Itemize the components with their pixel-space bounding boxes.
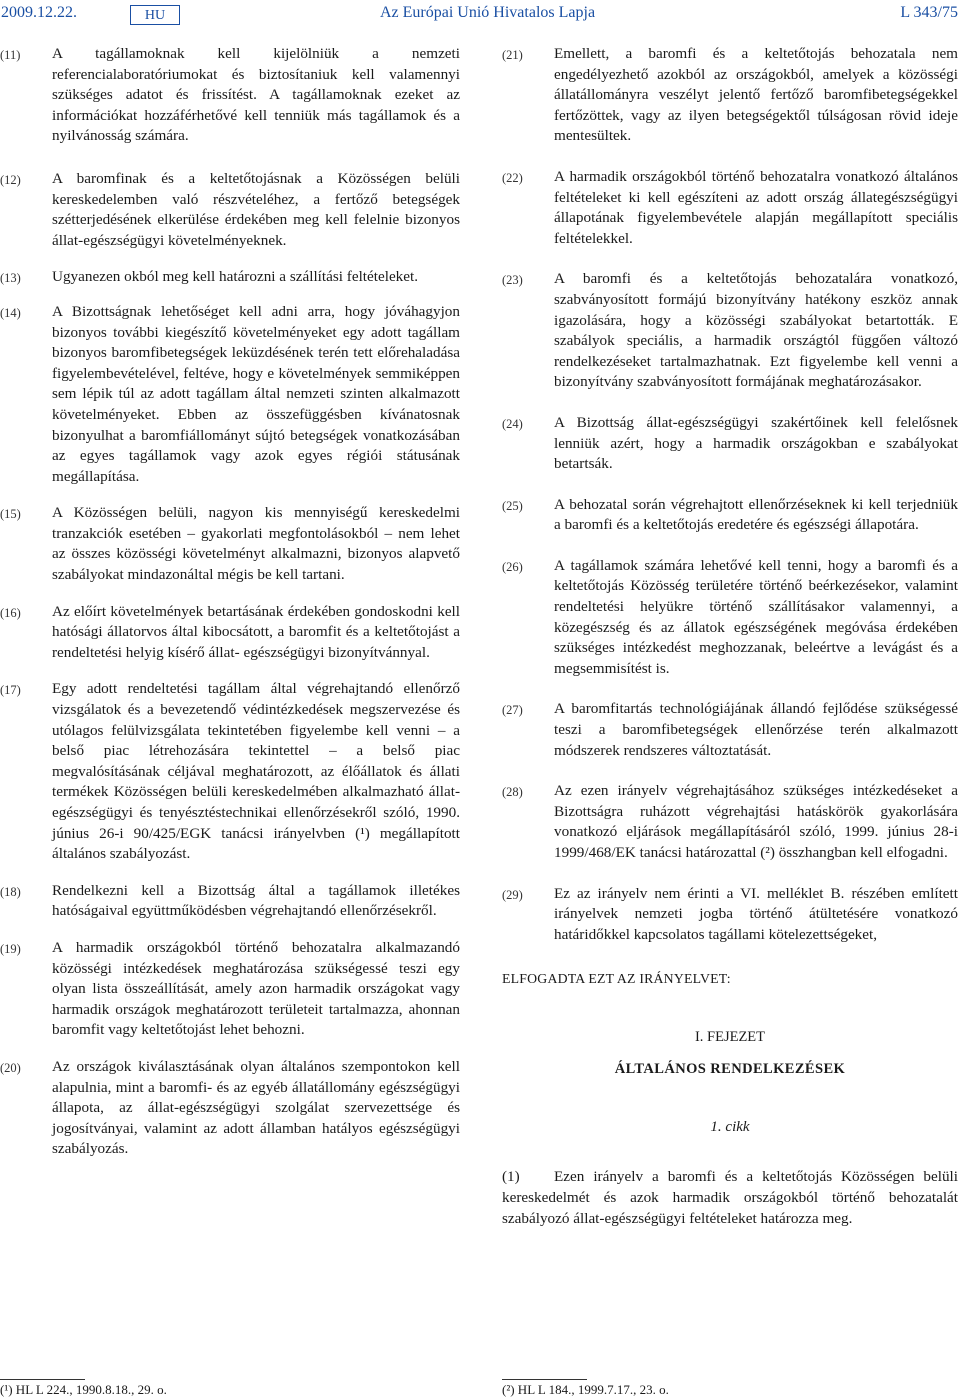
recital-number: (12) [0,172,21,187]
recital-text: A Bizottságnak lehetőséget kell adni arra, hogy jóváhagyjon bizonyos további kiegészítő követelményeket egy adott tagállam bizonyos baromfibetegségek leküzdésének terén tett előrehaladása figyelembevételével, feltéve, hogy e követelmények semmiképpen sem lépik túl az adott tagállam által nemzeti szinten alkalmazott követelményeket. Ebben az összefüggésben kívánatosnak bizonyulhat a baromfiállományt sújtó betegségek vonatkozásában az egyes tagállamok vagy azok egyes régiói státusának megállapítása. [52,302,460,485]
recital-number: (27) [502,703,523,718]
recital-number: (20) [0,1060,21,1075]
recital-number: (23) [502,273,523,288]
recital [502,413,958,475]
recital-number: (17) [0,683,21,698]
recital [0,169,460,251]
left-column [0,44,460,1160]
recital-number: (19) [0,941,21,956]
recital-text: Egy adott rendeltetési tagállam által végrehajtandó ellenőrző vizsgálatok és a bevezetendő védintézkedések megszervezése és utólagos felülvizsgálata tekintetében figyelembe kell venni – a belső piac létrehozására tekintettel – a belső piac megvalósításának céljával meghatározott, az élőállatok és állati termékek Közösségen belüli kereskedelmében alkalmazható állat-egészségügyi és tenyésztéstechnikai ellenőrzésekről szóló, 1990. június 26-i 90/425/EGK tanácsi irányelvben (¹) megállapított általános szabályozást. [52,680,460,863]
recital [0,1057,460,1160]
recital-text: A baromfi és a keltetőtojás behozatalára vonatkozó, szabványosított formájú bizonyítvány hatékony eszköz annak igazolására, hogy a közösségi szabályokat betartották. E szabályok speciális, a harmadik országtól függően változó rendelkezéseket tartalmazhatnak. Ezt figyelembe kell venni a bizonyítvány szabványosított formájának meghatározásakor. [554,270,958,391]
recital [502,44,958,147]
right-column [502,44,958,1229]
recital-text: A harmadik országokból történő behozatalra vonatkozó általános feltételeket ki kell egészíteni az adott ország állategészségügyi állapotának figyelembevétele alapján megállapított speciális feltételekkel. [554,167,958,247]
recital-text: Ez az irányelv nem érinti a VI. melléklet B. részében említett irányelvek nemzeti jogba történő átültetésére vonatkozó határidőkkel kapcsolatos tagállami kötelezettségeket, [554,884,958,943]
paragraph-number: (1) [502,1168,520,1186]
recital-text: A baromfitartás technológiájának állandó fejlődése szükségessé teszi a baromfibetegségek ellenőrzése terén alkalmazott módszerek rendszeres változtatását. [554,700,958,759]
recital [0,44,460,147]
recital [502,269,958,393]
recital [0,302,460,487]
paragraph-text: Ezen irányelv a baromfi és a keltetőtojás Közösségen belüli kereskedelmét és azok harmadik országokból történő behozatalát szabályozó állat-egészségügyi feltételeket határozza meg. [502,1168,958,1227]
article-paragraph [502,1167,958,1229]
recital-number: (14) [0,305,21,320]
header-date: 2009.12.22. [1,4,77,21]
recital [502,167,958,249]
recital [502,884,958,946]
recital-number: (13) [0,271,21,286]
recital-number: (15) [0,507,21,522]
recital [0,267,460,288]
recital-number: (22) [502,170,523,185]
recital-number: (28) [502,785,523,800]
enacting-formula: ELFOGADTA EZT AZ IRÁNYELVET: [502,971,731,987]
recital-text: A Bizottság állat-egészségügyi szakértőinek kell felelősnek lenniük azért, hogy a harmadik országokban e szabályokat betartsák. [554,413,958,473]
footnote-separator [502,1379,587,1380]
recital-number: (25) [502,498,523,513]
recital-text: A harmadik országokból történő behozatalra alkalmazandó közösségi intézkedések meghatározása szükségessé teszi egy olyan lista összeállítását, amely azon harmadik országokat vagy harmadik országok meghatározott területeit tartalmazza, ahonnan baromfit vagy keltetőtojást lehet behozni. [52,938,460,1039]
recital [502,495,958,536]
recital [0,679,460,864]
recital-number: (11) [0,48,21,62]
recital-text: A tagállamoknak kell kijelölniük a nemzeti referencialaboratóriumokat és biztosítaniuk kell valamennyi szükséges adatot és frissítést. A tagállamoknak ezeket az információkat hozzáférhetővé kell tenniük más tagállamok és a nyilvánosság számára. [52,45,460,145]
page-header [0,4,960,28]
recital-number: (29) [502,887,523,902]
footnote: (¹) HL L 224., 1990.8.18., 29. o. [0,1382,167,1397]
recital-text: A baromfinak és a keltetőtojásnak a Közösségen belüli kereskedelemben való részvételéhez, a fertőző betegségek szétterjedésének elkerülése érdekében meg kell felelnie bizonyos állat-egészségügyi követelményeknek. [52,169,460,249]
recital-text: Rendelkezni kell a Bizottság által a tagállamok illetékes hatóságaival együttműködésben végrehajtandó ellenőrzésekről. [52,881,460,920]
page-number: L 343/75 [900,4,958,21]
recital [502,556,958,680]
recital-number: (24) [502,416,523,431]
recital-text: Az ezen irányelv végrehajtásához szükséges intézkedéseket a Bizottságra ruházott végrehajtási hatáskörök gyakorlására vonatkozó eljárások megállapításáról szóló, 1999. június 28-i 1999/468/EK tanácsi határozattal (²) összhangban kell elfogadni. [554,782,958,861]
article-heading: 1. cikk [710,1119,750,1136]
recital-text: A tagállamok számára lehetővé kell tenni, hogy a baromfi és a keltetőtojás Közösség területére történő beérkezésekor, valamint rendeltetési helyükre történő szállításakor valamennyi, a közegészség és az állatok egészségének megóvása érdekében szükséges intézkedést meghozzanak, beleértve a levágást és a megsemmisítést is. [554,556,958,677]
recital-number: (21) [502,48,523,62]
recital [0,503,460,585]
recital [0,602,460,664]
chapter-title: ÁLTALÁNOS RENDELKEZÉSEK [614,1061,846,1078]
recital-number: (18) [0,884,21,899]
recital [0,881,460,922]
recital-number: (26) [502,559,523,574]
recital [502,781,958,863]
recital-text: Ugyanezen okból meg kell határozni a szállítási feltételeket. [52,268,419,286]
language-badge: HU [130,5,180,25]
journal-title: Az Európai Unió Hivatalos Lapja [380,4,596,21]
recital [0,938,460,1041]
recital-text: Emellett, a baromfi és a keltetőtojás behozatala nem engedélyezhető azokból az országokból, amelyek a közösségi állatállományra veszélyt jelentő fertőző baromfibetegségekkel fertőzöttek, vagy az ilyen betegségektől túlságosan rövid ideje mentesültek. [554,45,958,145]
recital-text: Az országok kiválasztásának olyan általános szempontokon kell alapulnia, mint a baromfi- és az egyéb állatállomány egészségügyi állapota, az állat-egészségügyi szolgálat szervezettsége és jogosítványai, valamint az adott államban hatályos egészségügyi szabályozás. [52,1057,460,1158]
recital-text: A behozatal során végrehajtott ellenőrzéseknek ki kell terjedniük a baromfi és a keltetőtojás eredetére és egészségi állapotára. [554,495,958,534]
footnote-separator [0,1379,85,1380]
recital [502,699,958,761]
recital-number: (16) [0,605,21,620]
footnote: (²) HL L 184., 1999.7.17., 23. o. [502,1382,669,1397]
recital-text: Az előírt követelmények betartásának érdekében gondoskodni kell hatósági állatorvos által kibocsátott, a baromfit és a keltetőtojást a rendeltetési helyig kísérő állat- egészségügyi bizonyítvánnyal. [52,602,460,661]
recital-text: A Közösségen belüli, nagyon kis mennyiségű kereskedelmi tranzakciók esetében – gyakorlati megfontolásokból – nem lehet az összes közösségi követelményt alkalmazni, bizonyos alapvető szabályokat mindazonáltal mégis be kell tartani. [52,504,460,584]
chapter-number: I. FEJEZET [694,1029,766,1046]
